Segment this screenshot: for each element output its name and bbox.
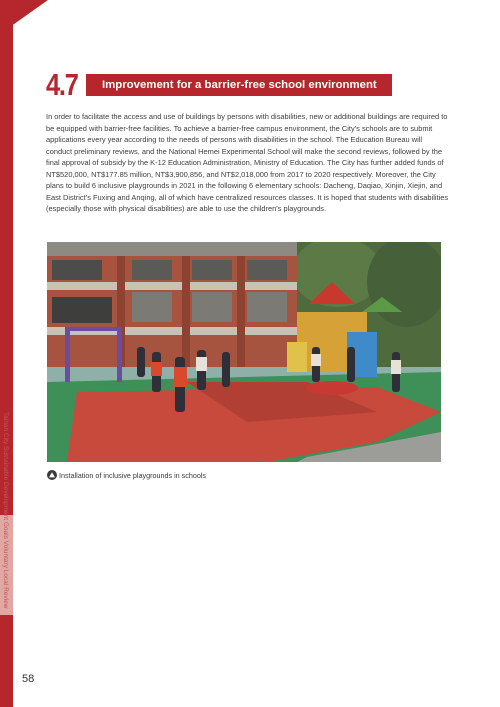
body-paragraph: In order to facilitate the access and use of buildings by persons with disabilities, new or additional buildings are required to be equipped with barrier-free facilities. To achieve a barrier-free campus environment, the City’s schools are to submit applications every year according to the needs of persons with disabilities in the school. The Education Bureau will conduct preliminary reviews, and the National Hemei Experimental School will make the second reviews, followed by the final approval of subsidy by the K-12 Education Administration, Ministry of Education. The City has further added funds of NT$520,000, NT$177.85 million, NT$3,900,856, and NT$2,018,000 from 2017 to 2020 respectively. Moreover, the City plans to build 6 inclusive playgrounds in 2021 in the following 6 elementary schools: Dacheng, Daqiao, Xinjin, Xiejin, and East District’s Fuxing and Anqing, all of which have centralized resources classes. It is hoped that students with disabilities (especially those with physical disabilities) are able to use the children's playgrounds. xyxy=(46,112,449,214)
page-number: 58 xyxy=(22,673,35,685)
corner-triangle xyxy=(0,0,48,34)
section-title: Improvement for a barrier-free school environment xyxy=(86,74,392,96)
section-number: 4.7 xyxy=(46,67,78,102)
report-title-vertical: Tainan City Sustainable Development Goals Voluntary Local Review xyxy=(2,412,9,609)
playground-photo xyxy=(47,242,441,462)
photo-caption: Installation of inclusive playgrounds in schools xyxy=(59,471,207,480)
triangle-marker-icon xyxy=(47,470,57,480)
